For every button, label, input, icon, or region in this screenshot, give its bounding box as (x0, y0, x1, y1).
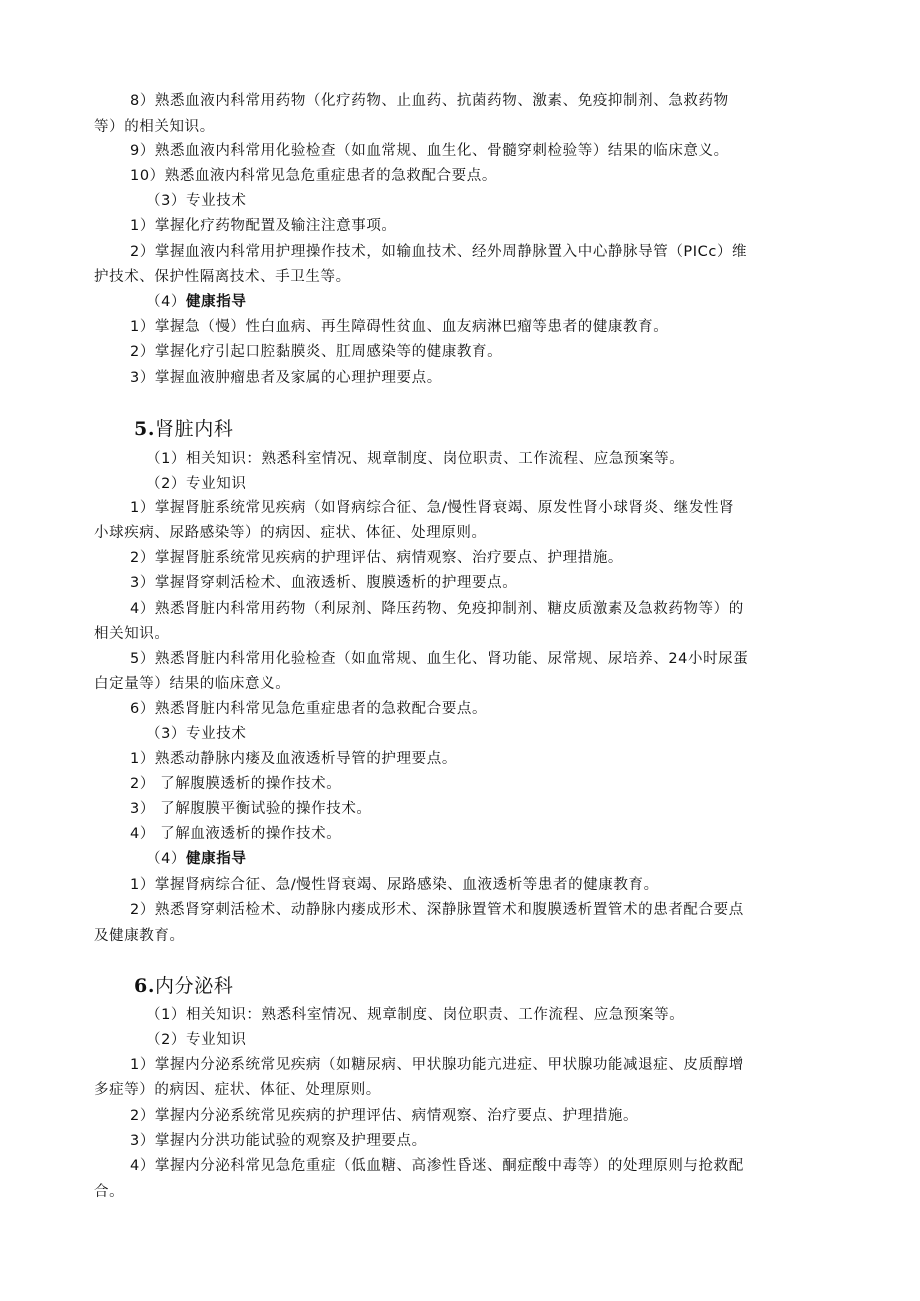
subheading: （3）专业技术 (146, 726, 247, 742)
paragraph-line: 4） 了解血液透析的操作技术。 (130, 826, 342, 842)
paragraph-line: 2）掌握血液内科常用护理操作技术，如输血技术、经外周静脉置入中心静脉导管（PICc）维 (130, 244, 748, 260)
subheading: （1）相关知识：熟悉科室情况、规章制度、岗位职责、工作流程、应急预案等。 (146, 1007, 685, 1023)
paragraph-line: 2）熟悉肾穿刺活检术、动静脉内瘘成形术、深静脉置管术和腹膜透析置管术的患者配合要点 (130, 902, 744, 918)
paragraph-line: 1）掌握化疗药物配置及输注注意事项。 (130, 218, 397, 234)
subheading: （2）专业知识 (146, 476, 247, 492)
paragraph-line: 1）掌握肾脏系统常见疾病（如肾病综合征、急/慢性肾衰竭、原发性肾小球肾炎、继发性肾 (130, 500, 735, 516)
paragraph-line: 相关知识。 (94, 626, 170, 642)
subheading: （2）专业知识 (146, 1032, 247, 1048)
subheading: （3）专业技术 (146, 193, 247, 209)
paragraph-line: 3）掌握肾穿刺活检术、血液透析、腹膜透析的护理要点。 (130, 575, 518, 591)
paragraph-line: 等）的相关知识。 (94, 119, 215, 135)
paragraph-line: 3）掌握内分洪功能试验的观察及护理要点。 (130, 1133, 427, 1149)
paragraph-line: 9）熟悉血液内科常用化验检查（如血常规、血生化、骨髓穿刺检验等）结果的临床意义。 (130, 143, 729, 159)
paragraph-line: 1）掌握肾病综合征、急/慢性肾衰竭、尿路感染、血液透析等患者的健康教育。 (130, 877, 659, 893)
paragraph-line: 1）掌握内分泌系统常见疾病（如糖尿病、甲状腺功能亢进症、甲状腺功能减退症、皮质醇增 (130, 1057, 744, 1073)
paragraph-line: 多症等）的病因、症状、体征、处理原则。 (94, 1082, 381, 1098)
paragraph-line: 4）掌握内分泌科常见急危重症（低血糖、高渗性昏迷、酮症酸中毒等）的处理原则与抢救配 (130, 1158, 744, 1174)
subheading: （1）相关知识：熟悉科室情况、规章制度、岗位职责、工作流程、应急预案等。 (146, 451, 685, 467)
paragraph-line: 6）熟悉肾脏内科常见急危重症患者的急救配合要点。 (130, 701, 488, 717)
paragraph-line: 3）掌握血液肿瘤患者及家属的心理护理要点。 (130, 370, 442, 386)
paragraph-line: 护技术、保护性隔离技术、手卫生等。 (94, 269, 351, 285)
paragraph-line: 2）掌握化疗引起口腔黏膜炎、肛周感染等的健康教育。 (130, 344, 503, 360)
paragraph-line: 及健康教育。 (94, 928, 185, 944)
section-heading: 6.内分泌科 (134, 975, 234, 997)
paragraph-line: 2） 了解腹膜透析的操作技术。 (130, 776, 342, 792)
subheading: （4）健康指导 (146, 851, 247, 867)
paragraph-line: 小球疾病、尿路感染等）的病因、症状、体征、处理原则。 (94, 525, 487, 541)
paragraph-line: 10）熟悉血液内科常见急危重症患者的急救配合要点。 (130, 168, 497, 184)
paragraph-line: 2）掌握肾脏系统常见疾病的护理评估、病情观察、治疗要点、护理措施。 (130, 550, 624, 566)
paragraph-line: 1）熟悉动静脉内瘘及血液透析导管的护理要点。 (130, 751, 457, 767)
paragraph-line: 1）掌握急（慢）性白血病、再生障碍性贫血、血友病淋巴瘤等患者的健康教育。 (130, 319, 669, 335)
paragraph-line: 3） 了解腹膜平衡试验的操作技术。 (130, 801, 372, 817)
paragraph-line: 2）掌握内分泌系统常见疾病的护理评估、病情观察、治疗要点、护理措施。 (130, 1108, 639, 1124)
paragraph-line: 4）熟悉肾脏内科常用药物（利尿剂、降压药物、免疫抑制剂、糖皮质激素及急救药物等）的 (130, 601, 744, 617)
paragraph-line: 8）熟悉血液内科常用药物（化疗药物、止血药、抗菌药物、激素、免疫抑制剂、急救药物 (130, 93, 729, 109)
paragraph-line: 合。 (94, 1184, 125, 1200)
paragraph-line: 5）熟悉肾脏内科常用化验检查（如血常规、血生化、肾功能、尿常规、尿培养、24小时尿蛋 (130, 651, 749, 667)
subheading: （4）健康指导 (146, 294, 247, 310)
paragraph-line: 白定量等）结果的临床意义。 (94, 676, 291, 692)
section-heading: 5.肾脏内科 (134, 418, 234, 440)
